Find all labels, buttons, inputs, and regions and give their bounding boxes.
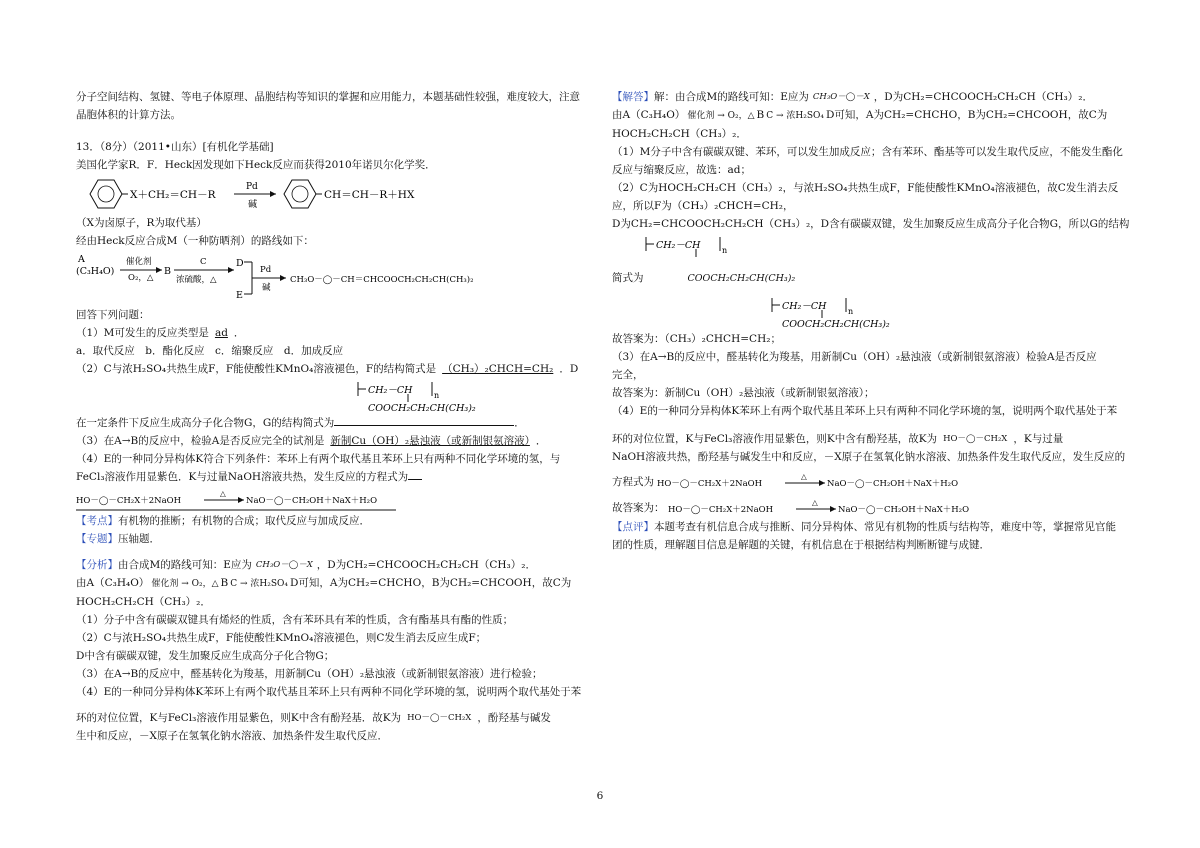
right-column xyxy=(612,88,1128,554)
question-1: （1）M可发生的反应类型是 ad ． xyxy=(76,327,245,339)
text-line: （1）分子中含有碳碳双键具有烯烃的性质，含有苯环具有苯的性质，含有酯基具有酯的性质； xyxy=(76,614,514,626)
text-line: 美国化学家R．F．Heck因发现如下Heck反应而获得2010年诺贝尔化学奖． xyxy=(76,159,436,171)
text-line: D为CH₂=CHCOOCH₂CH₂CH（CH₃）₂，D含有碳碳双键，发生加聚反应生成高分子化合物G，所以G的结构 xyxy=(612,218,1130,230)
polymer-n: n xyxy=(848,307,854,316)
K-structure: HO－◯－CH₂X xyxy=(407,713,472,723)
route-A-formula: (C₃H₄O) xyxy=(76,266,115,277)
text-line: 应，所以F为（CH₃）₂CHCH=CH₂， xyxy=(612,200,794,212)
synthesis-route-figure xyxy=(76,250,516,306)
r17-line: 方程式为 HO－◯－CH₂X＋2NaOH △ NaO－◯－CH₂OH＋NaX＋H₂O xyxy=(612,472,1128,492)
equation-right: NaO－◯－CH₂OH＋NaX＋H₂O xyxy=(837,505,969,515)
synthesis-route-scheme xyxy=(76,250,596,306)
text-line: 生中和反应，－X原子在氢氧化钠水溶液、加热条件发生取代反应． xyxy=(76,730,388,742)
route-base: 碱 xyxy=(262,283,271,293)
question-4: （4）E的一种同分异构体K符合下列条件：苯环上有两个取代基且苯环上只有两种不同化学环境的氢，与 xyxy=(76,453,561,465)
route-M: CH₃O－◯－CH＝CHCOOCH₂CH₂CH(CH₃)₂ xyxy=(290,275,474,285)
E-structure: CH₃O－◯－X xyxy=(812,92,870,102)
text-line: 完全， xyxy=(612,369,644,381)
polymer-sidechain: COOCH₂CH₂CH(CH₃)₂ xyxy=(368,403,476,414)
r9-line: 简式为 COOCH₂CH₂CH(CH₃)₂ xyxy=(612,272,796,284)
route-A: A xyxy=(78,254,85,265)
polymer-structure-answer xyxy=(612,233,1128,269)
question-1-options: a．取代反应 b．酯化反应 c．缩聚反应 d．加成反应 xyxy=(76,345,344,357)
question-2: （2）C与浓H₂SO₄共热生成F，F能使酸性KMnO₄溶液褪色，F的结构简式是 （CH₃）₂CHCH=CH₂ ．D xyxy=(76,363,579,375)
page-number: 6 xyxy=(596,790,604,802)
question-13-heading: 13．（8分）（2011•山东）[有机化学基础] xyxy=(76,141,274,153)
polymer-n: n xyxy=(722,246,728,255)
text-line: （X为卤原子，R为取代基） xyxy=(76,217,207,229)
polymer-backbone: CH₂－CH xyxy=(656,240,701,251)
polymer-backbone: CH₂－CH xyxy=(368,385,413,396)
text-line: 经由Heck反应合成M（一种防晒剂）的路线如下： xyxy=(76,235,314,247)
jieda-line-1: 【解答】解：由合成M的路线可知：E应为 CH₃O－◯－X ，D为CH₂=CHCOOCH₂CH₂CH（CH₃）₂． xyxy=(612,88,1128,106)
text-line: HOCH₂CH₂CH（CH₃）₂． xyxy=(76,596,211,608)
dianping-line: 【点评】本题考查有机信息合成与推断、同分异构体、常见有机物的性质与结构等，难度中等，掌握常见官能 xyxy=(612,521,1116,533)
answer-blank: ad xyxy=(214,327,228,339)
K-structure: HO－◯－CH₂X xyxy=(943,434,1008,444)
equation-figure xyxy=(76,486,406,512)
equation-heat: △ xyxy=(811,498,818,507)
text-line: （4）E的一种同分异构体K苯环上有两个取代基且苯环上只有两种不同化学环境的氢，说明两个取代基处于苯 xyxy=(76,686,582,698)
text-line: （3）在A→B的反应中，醛基转化为羧基，用新制Cu（OH）₂悬浊液（或新制银氨溶液）检验A是否反应 xyxy=(612,351,1097,363)
text-line: （4）E的一种同分异构体K苯环上有两个取代基且苯环上只有两种不同化学环境的氢，说明两个取代基处于苯 xyxy=(612,405,1118,417)
route-C: C xyxy=(200,257,207,267)
text-line: D中含有碳碳双键，发生加聚反应生成高分子化合物G； xyxy=(76,650,335,662)
question-3: （3）在A→B的反应中，检验A是否反应完全的试剂是 新制Cu（OH）₂悬浊液（或新制银氨溶液） ． xyxy=(76,435,547,447)
equation-heat: △ xyxy=(220,489,226,498)
equation-right: NaO－◯－CH₂OH＋NaX＋H₂O xyxy=(246,496,378,506)
route-pd: Pd xyxy=(260,265,272,275)
text-line: 团的性质，理解题目信息是解题的关键，有机信息在于根据结构判断断键与成键． xyxy=(612,539,990,551)
route-h2so4: 浓硫酸，△ xyxy=(176,275,217,285)
route-E: E xyxy=(236,290,243,301)
equation-right: NaO－◯－CH₂OH＋NaX＋H₂O xyxy=(827,479,959,489)
heck-reaction-figure xyxy=(76,174,476,214)
heck-product: CH＝CH－R＋HX xyxy=(324,189,415,201)
polymer-structure xyxy=(76,378,596,414)
route-catalyst: 催化剂 xyxy=(126,257,152,267)
heck-condition-top: Pd xyxy=(246,182,258,192)
polymer-sidechain: COOCH₂CH₂CH(CH₃)₂ xyxy=(782,319,890,330)
equation-left: HO－◯－CH₂X＋2NaOH xyxy=(667,505,773,515)
text-line: 分子空间结构、氢键、等电子体原理、晶胞结构等知识的掌握和应用能力，本题基础性较强，难度较大，注意 xyxy=(76,91,580,103)
fenxi-line-9: 环的对位位置，K与FeCl₃溶液作用显紫色，则K中含有酚羟基．故K为 HO－◯－CH₂X ，酚羟基与碱发 xyxy=(76,709,596,727)
r15-line: 环的对位位置，K与FeCl₃溶液作用显紫色，则K中含有酚羟基，故K为 HO－◯－CH₂X ，K与过量 xyxy=(612,430,1128,448)
polymer-sidechain: COOCH₂CH₂CH(CH₃)₂ xyxy=(687,273,796,284)
polymer-G-figure-answer xyxy=(612,233,912,269)
answer-blank: （CH₃）₂CHCH=CH₂ xyxy=(442,363,554,375)
left-column xyxy=(76,88,596,745)
equation-heat: △ xyxy=(801,472,808,481)
text-line: （2）C与浓H₂SO₄共热生成F，F能使酸性KMnO₄溶液褪色，则C发生消去反应生成F； xyxy=(76,632,487,644)
route-o2: O₂，△ xyxy=(128,273,154,283)
question-2b: 在一定条件下反应生成高分子化合物G，G的结构简式为 ． xyxy=(76,417,525,429)
text-line: 反应与缩聚反应，故选：ad； xyxy=(612,164,751,176)
kaodian-line: 【考点】有机物的推断；有机物的合成；取代反应与加成反应． xyxy=(76,515,370,527)
text-line: 晶胞体积的计算方法。 xyxy=(76,109,181,121)
text-line: （2）C为HOCH₂CH₂CH（CH₃）₂，与浓H₂SO₄共热生成F，F能使酸性KMnO₄溶液褪色，故C发生消去反 xyxy=(612,182,1119,194)
question-4b: FeCl₃溶液作用显紫色．K与过量NaOH溶液共热，发生反应的方程式为 xyxy=(76,468,596,486)
heck-reactants: X＋CH₂＝CH－R xyxy=(130,189,216,201)
text-line: HOCH₂CH₂CH（CH₃）₂． xyxy=(612,128,747,140)
fenxi-line-2: 由A（C₃H₄O） 催化剂 → O₂，△ B C → 浓H₂SO₄ D可知，A为CH₂=CHCHO，B为CH₂=CHCOOH，故C为 xyxy=(76,577,572,589)
r18-line: 故答案为： HO－◯－CH₂X＋2NaOH △ NaO－◯－CH₂OH＋NaX＋H₂O xyxy=(612,498,1128,518)
equation-figure-answer-2 xyxy=(668,498,998,518)
text-line: NaOH溶液共热，酚羟基与碱发生中和反应，－X原子在氢氧化钠水溶液、加热条件发生取代反应，发生反应的 xyxy=(612,451,1126,463)
route-B: B xyxy=(164,266,171,277)
polymer-structure-answer-2 xyxy=(612,294,1128,330)
polymer-G-figure-answer-2 xyxy=(612,294,912,330)
text-line: （3）在A→B的反应中，醛基转化为羧基，用新制Cu（OH）₂悬浊液（或新制银氨溶液）进行检验； xyxy=(76,668,543,680)
polymer-G-figure xyxy=(76,378,596,414)
heck-reaction-scheme xyxy=(76,174,596,214)
text-line: 故答案为：新制Cu（OH）₂悬浊液（或新制银氨溶液）； xyxy=(612,387,875,399)
text-line: （1）M分子中含有碳碳双键、苯环，可以发生加成反应；含有苯环、酯基等可以发生取代反应，不能发生酯化 xyxy=(612,146,1123,158)
text-line: 故答案为：（CH₃）₂CHCH=CH₂； xyxy=(612,333,781,345)
answer-blank: 新制Cu（OH）₂悬浊液（或新制银氨溶液） xyxy=(330,435,530,447)
E-structure: CH₃O－◯－X xyxy=(255,560,313,570)
jieda-line-2: 由A（C₃H₄O） 催化剂 → O₂，△ B C → 浓H₂SO₄ D可知，A为CH₂=CHCHO，B为CH₂=CHCOOH，故C为 xyxy=(612,109,1108,121)
reaction-equation xyxy=(76,486,596,512)
zhuanti-line: 【专题】压轴题． xyxy=(76,533,160,545)
heck-condition-bottom: 碱 xyxy=(248,200,258,210)
equation-left: HO－◯－CH₂X＋2NaOH xyxy=(657,479,763,489)
route-D: D xyxy=(236,258,244,269)
fenxi-line-1: 【分析】由合成M的路线可知：E应为 CH₃O－◯－X ，D为CH₂=CHCOOCH₂CH₂CH（CH₃）₂． xyxy=(76,556,596,574)
equation-left: HO－◯－CH₂X＋2NaOH xyxy=(76,496,182,506)
polymer-n: n xyxy=(434,391,440,400)
polymer-backbone: CH₂－CH xyxy=(782,301,827,312)
equation-figure-answer xyxy=(657,472,987,492)
text-line: 回答下列问题： xyxy=(76,309,150,321)
